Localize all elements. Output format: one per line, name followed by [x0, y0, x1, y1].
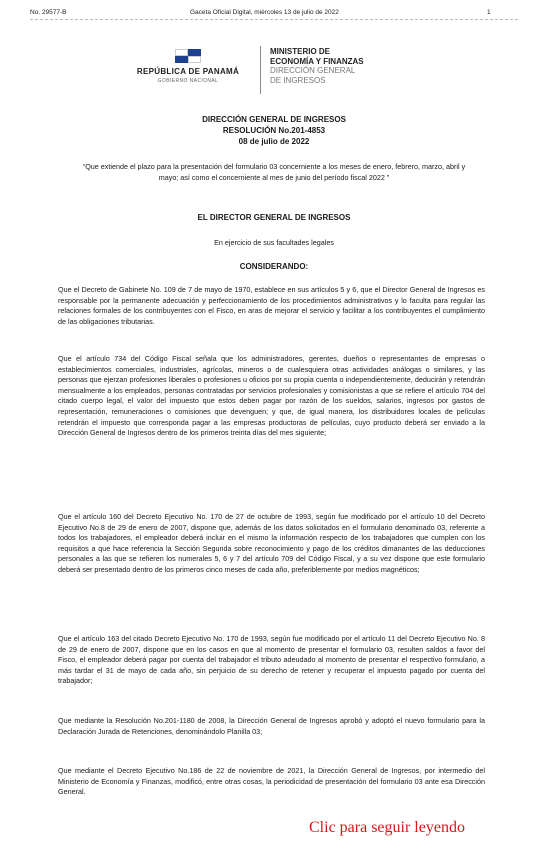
- considerando-heading: CONSIDERANDO:: [239, 262, 309, 271]
- paragraph: Que el artículo 163 del citado Decreto Ejecutivo No. 170 de 1993, según fue modificado por el artículo 11 del Decreto Ejecutivo No. 8 de 29 de enero de 2007, dispone que en los casos en que al momento de presentar el formulario 03, resulten saldos a favor del Fisco, el empleador deberá pagar por cuenta del trabajador el tributo adeudado al momento de presentar el respectivo formulario, a más tardar el 31 de mayo de cada año, sin perjuicio de su derecho de retener y recuperar el impuesto pagado por cuenta del trabajador;: [58, 634, 485, 686]
- paragraph: Que el artículo 734 del Código Fiscal señala que los administradores, gerentes, dueños o representantes de empresas o establecimientos comerciales, industriales, agrícolas, mineros o de cualesquiera otras actividades análogas o similares, y las personas que ejerzan profesiones liberales o profesiones u oficios por su propia cuenta o independientemente, deducirán y retendrán mensualmente a los empleados, personas contratadas por servicios profesionales y comisionistas a que se refiere el artículo 704 del citado cuerpo legal, el valor del impuesto que estos deben pagar por razón de los sueldos, salarios, ingresos por gastos de representación, remuneraciones o comisiones que devenguen; y que, de igual manera, los distribuidores locales de películas retendrán el impuesto que corresponda pagar a las empresas productoras de películas, cuyo producto deberá ser enviado a la Dirección General de Ingresos dentro de los primeros treinta días del mes siguiente;: [58, 354, 485, 438]
- director-title: EL DIRECTOR GENERAL DE INGRESOS: [197, 213, 351, 222]
- continue-reading-link[interactable]: Clic para seguir leyendo: [309, 819, 465, 836]
- resolution-summary: “Que extiende el plazo para la presentación del formulario 03 concerniente a los meses de enero, febrero, marzo, abril y mayo; así como el concerniente al mes de junio del período fiscal 2022 ”: [82, 162, 466, 182]
- heading-line1: DIRECCIÓN GENERAL DE INGRESOS: [202, 115, 346, 124]
- ministry-line2: ECONOMÍA Y FINANZAS: [270, 56, 364, 66]
- republic-label: REPÚBLICA DE PANAMÁ: [136, 67, 240, 76]
- paragraph: Que mediante la Resolución No.201-1180 de 2008, la Dirección General de Ingresos aprobó y adoptó el nuevo formulario para la Declaración Jurada de Retenciones, denominándolo Planilla 03;: [58, 716, 485, 736]
- paragraph: Que el artículo 160 del Decreto Ejecutivo No. 170 de 27 de octubre de 1993, según fue modificado por el artículo 10 del Decreto Ejecutivo No.8 de 29 de enero de 2007, dispone que, además de los datos solicitados en el formulario denominado 03, referente a todos los trabajadores, el empleador deberá incluir en el mismo la información respecto de los trabajadores que cumplen con los requisitos a que hace referencia la Sección Segunda sobre reconocimiento y pago de los créditos dimanantes de las deducciones personales a las que se refieren los numerales 5, 6 y 7 del artículo 709 del Código Fiscal, y a su vez dispone que este formulario deberá ser presentado dentro de los primeros cinco meses de cada año, preferiblemente por medios magnéticos;: [58, 512, 485, 574]
- ministry-block: [270, 47, 364, 85]
- paragraph: Que el Decreto de Gabinete No. 109 de 7 de mayo de 1970, establece en sus artículos 5 y 6, que el Director General de Ingresos es responsable por la permanente adecuación y perfeccionamiento de los procedimientos administrativos y lo faculta para regular las relaciones formales de los contribuyentes con el Fisco, en aras de mejorar el servicio y facilitar a los contribuyentes el cumplimiento de las obligaciones tributarias.: [58, 285, 485, 326]
- gazette-title: Gaceta Oficial Digital, miércoles 13 de julio de 2022: [190, 9, 339, 16]
- heading-date: 08 de julio de 2022: [238, 137, 310, 146]
- panama-flag-icon: [175, 49, 201, 63]
- resolution-heading: [30, 114, 518, 147]
- powers-statement: En ejercicio de sus facultades legales: [214, 238, 334, 247]
- paragraph: Que mediante el Decreto Ejecutivo No.186 de 22 de noviembre de 2021, la Dirección General de Ingresos, por intermedio del Ministerio de Economía y Finanzas, modificó, entre otras cosas, la periodicidad de presentación del formulario 03 ante esa Dirección General.: [58, 766, 485, 797]
- panama-logo: [128, 49, 248, 84]
- direction-line1: DIRECCIÓN GENERAL: [270, 66, 356, 75]
- logo-divider: [260, 46, 261, 94]
- page-number: 1: [487, 9, 491, 16]
- header-divider: [30, 19, 518, 20]
- ministry-line1: MINISTERIO DE: [270, 47, 331, 56]
- gazette-number: No. 29577-B: [30, 9, 67, 16]
- heading-line2: RESOLUCIÓN No.201-4853: [222, 126, 326, 135]
- direction-line2: DE INGRESOS: [270, 75, 326, 85]
- government-label: GOBIERNO NACIONAL: [157, 78, 219, 84]
